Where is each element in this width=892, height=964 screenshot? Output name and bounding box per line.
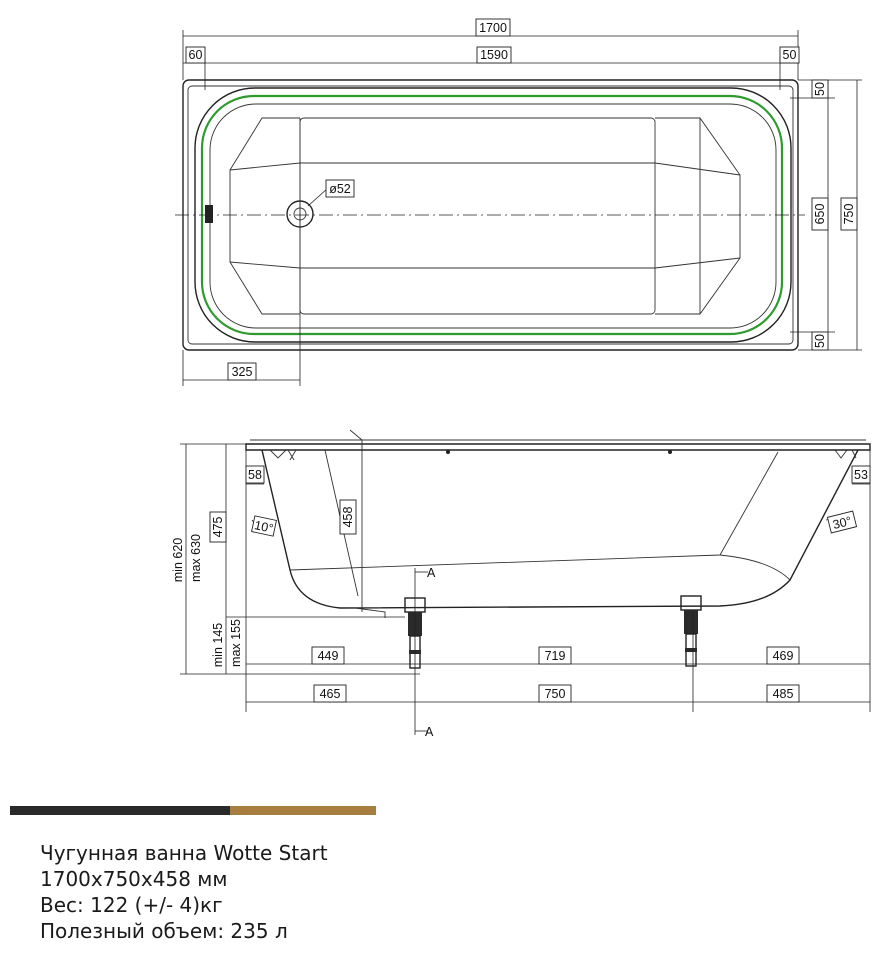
legs-left-label: 449 [317,649,339,663]
dim-total-height [171,534,203,582]
rim-left-label: 60 [188,48,203,62]
angle-right-label: 30° [831,513,854,533]
section-mark-top: A [427,566,436,580]
side-view-dimensions [180,444,870,712]
leg-min-label: min 145 [211,622,225,668]
dim-53 [852,466,870,483]
dim-angle-10 [252,516,277,536]
dim-50-right-bottom [812,332,828,350]
dim-485 [767,685,799,702]
top-view-dimensions [183,30,862,386]
legs-right-label: 469 [772,649,794,663]
divider-dark-bar [10,806,230,815]
section-mark-bottom: A [425,725,434,739]
top-view [175,80,805,350]
total-width-label: 750 [842,203,856,225]
dim-1700 [476,19,510,36]
angle-left-label: 10° [253,518,275,536]
inner-length-label: 1590 [480,48,508,62]
drain-diameter-label: ø52 [329,182,351,196]
leg-max-label: max 155 [229,619,243,667]
dim-458 [340,500,356,534]
supports-left-label: 465 [319,687,341,701]
dim-leg-height [211,619,243,667]
dim-325 [228,363,256,380]
rim-bottom-label: 50 [813,334,827,348]
dim-719 [539,647,571,664]
supports-right-label: 485 [772,687,794,701]
height-bottom-label: 475 [211,516,225,538]
dim-469 [767,647,799,664]
height-min-label: min 620 [171,537,185,583]
supports-between-label: 750 [544,687,566,701]
dim-1590 [477,47,511,63]
side-rim-left-label: 58 [248,468,262,482]
dim-750-legs [539,685,571,702]
dim-449 [312,647,344,664]
product-weight: Вес: 122 (+/- 4)кг [40,893,223,917]
dim-750-width [841,198,857,230]
dim-650 [812,198,828,230]
product-specs [40,840,328,944]
product-name: Чугунная ванна Wotte Start [40,841,328,865]
divider-gold-bar [230,806,376,815]
dim-58 [246,466,264,483]
legs-between-label: 719 [544,649,566,663]
rim-right-label: 50 [782,48,797,62]
height-max-label: max 630 [189,534,203,582]
side-rim-right-label: 53 [854,468,868,482]
dim-drain-diameter [326,180,354,197]
dim-465 [314,685,346,702]
dim-angle-30 [827,511,856,533]
dim-60 [186,47,205,63]
total-length-label: 1700 [479,21,507,35]
inner-width-label: 650 [813,203,827,225]
product-size: 1700x750x458 мм [40,867,228,891]
drain-offset-label: 325 [231,365,253,379]
depth-label: 458 [341,506,355,528]
rim-top-label: 50 [813,82,827,96]
dim-50-right-top [812,80,828,98]
product-volume: Полезный объем: 235 л [40,919,288,943]
dim-475 [210,512,226,542]
dim-50-top [780,47,799,63]
